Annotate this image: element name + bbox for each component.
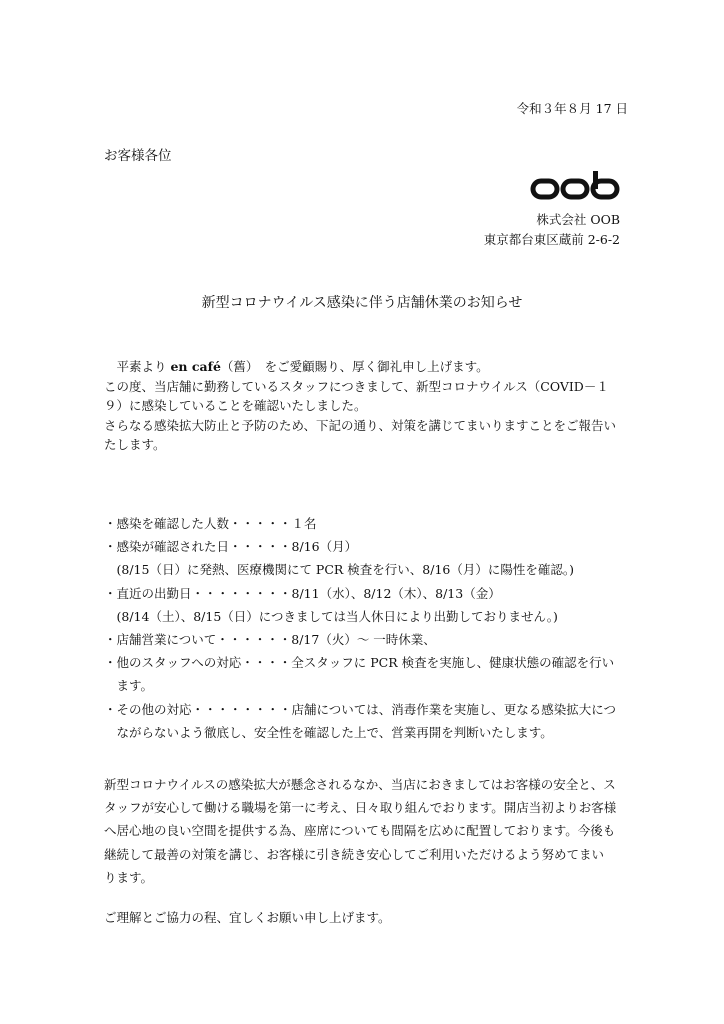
list-item: ・その他の対応・・・・・・・・店舗については、消毒作業を実施し、更なる感染拡大につ: [104, 701, 617, 717]
closing-line: ります。: [104, 869, 154, 885]
list-item: (8/15（日）に発熱、医療機関にて PCR 検査を行い、8/16（月）に陽性を確認。): [104, 562, 574, 578]
list-item: ます。: [104, 678, 154, 694]
addressee: お客様各位: [104, 148, 172, 164]
intro-paragraph: [104, 357, 626, 455]
list-item: ・感染を確認した人数・・・・・１名: [104, 516, 317, 531]
list-item: ・感染が確認された日・・・・・8/16（月）: [104, 539, 358, 555]
cafe-name: en café: [170, 359, 221, 374]
intro-text: 平素より: [104, 359, 171, 374]
closing-line: へ居心地の良い空間を提供する為、座席についても間隔を広めに配置しております。今後も: [104, 823, 616, 839]
details-list: [104, 512, 626, 744]
company-name: 株式会社 OOB: [536, 212, 620, 227]
list-item: (8/14（土）、8/15（日）につきましては当人休日により出勤しておりません。): [104, 608, 558, 624]
company-block: [484, 210, 620, 250]
oob-logo: [530, 170, 620, 200]
intro-line: さらなる感染拡大防止と予防のため、下記の通り、対策を講じてまいりますことをご報告い: [104, 417, 617, 433]
final-remark: ご理解とご協力の程、宜しくお願い申し上げます。: [104, 910, 391, 925]
intro-line: この度、当店舗に勤務しているスタッフにつきまして、新型コロナウイルス（COVID－１: [104, 378, 609, 394]
closing-paragraph: [104, 773, 626, 889]
list-item: ・店舗営業について・・・・・・8/17（火）～ 一時休業、: [104, 632, 436, 648]
intro-line: [104, 357, 626, 377]
intro-line: ９）に感染していることを確認いたしました。: [104, 398, 367, 414]
list-item: ・直近の出勤日・・・・・・・・8/11（水）、8/12（木）、8/13（金）: [104, 585, 501, 601]
closing-line: 新型コロナウイルスの感染拡大が懸念されるなか、当店におきましてはお客様の安全と、ス: [104, 777, 616, 792]
closing-line: タッフが安心して働ける職場を第一に考え、日々取り組んでおります。開店当初よりお客様: [104, 800, 617, 816]
closing-line: 継続して最善の対策を講じ、お客様に引き続き安心してご利用いただけるよう努めてまい: [104, 846, 605, 862]
company-address: 東京都台東区蔵前 2-6-2: [483, 232, 620, 247]
intro-line: たします。: [104, 437, 166, 453]
document-date: 令和３年８月 17 日: [516, 101, 628, 116]
intro-text: （舊） をご愛顧賜り、厚く御礼申し上げます。: [220, 359, 489, 374]
notice-title: 新型コロナウイルス感染に伴う店舗休業のお知らせ: [201, 295, 523, 311]
list-item: ・他のスタッフへの対応・・・・全スタッフに PCR 検査を実施し、健康状態の確認を行い: [104, 655, 615, 671]
list-item: ながらないよう徹底し、安全性を確認した上で、営業再開を判断いたします。: [104, 724, 553, 740]
